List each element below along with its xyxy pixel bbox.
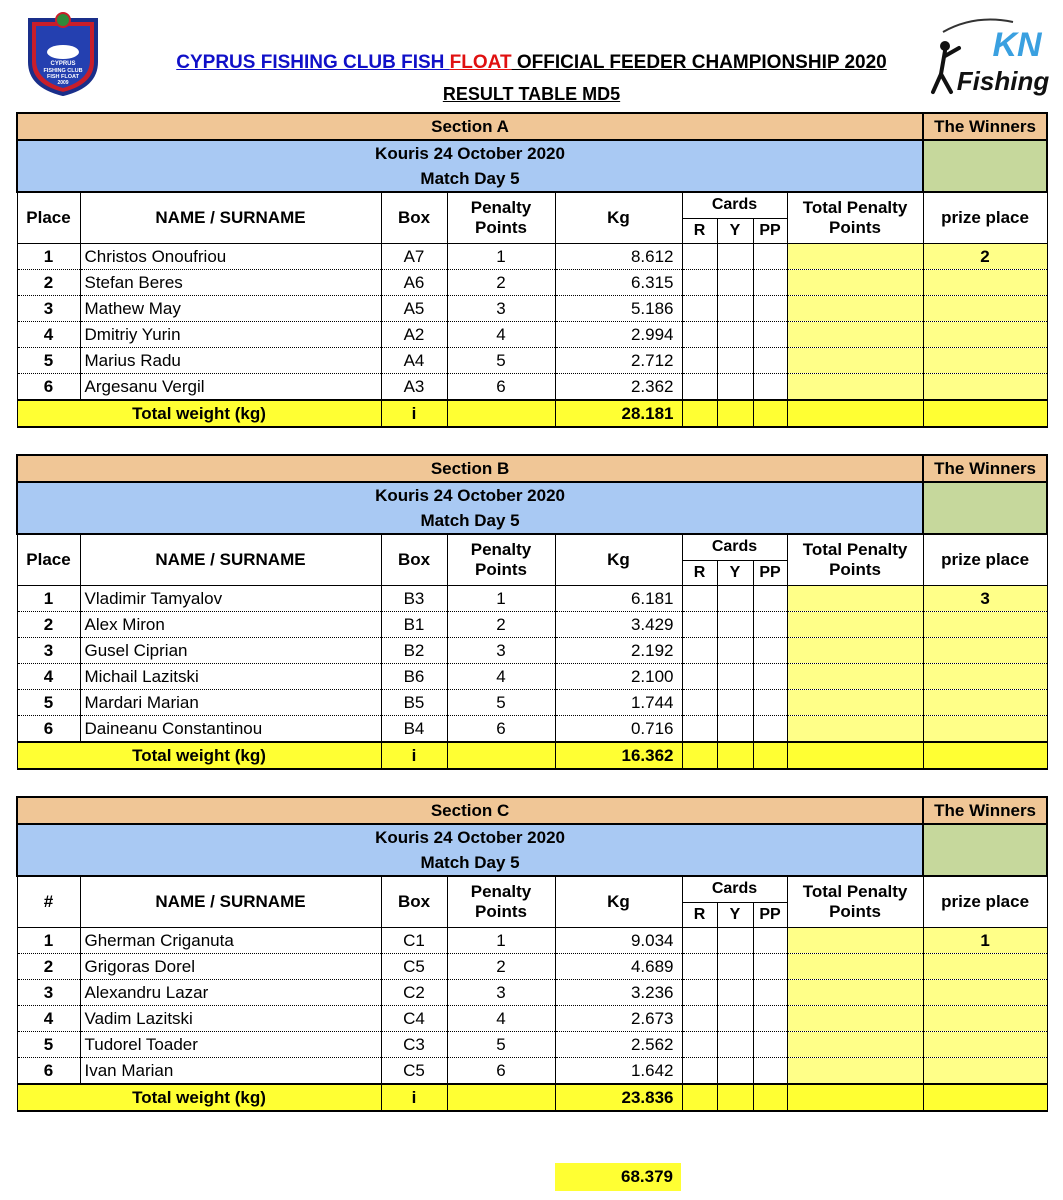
venue-info: Kouris 24 October 2020 Match Day 5 — [17, 140, 923, 192]
section-title: Section A — [17, 113, 923, 140]
table-row: 5 Tudorel Toader C3 5 2.562 — [17, 1032, 1047, 1058]
table-row: 4 Dmitriy Yurin A2 4 2.994 — [17, 322, 1047, 348]
col-y: Y — [717, 218, 753, 243]
winners-header: The Winners — [923, 113, 1047, 140]
col-total-penalty: Total Penalty Points — [787, 534, 923, 586]
col-penalty: Penalty Points — [447, 192, 555, 244]
col-y: Y — [717, 902, 753, 927]
svg-text:CYPRUS: CYPRUS — [50, 61, 76, 67]
venue-info: Kouris 24 October 2020 Match Day 5 — [17, 482, 923, 534]
svg-text:FISH FLOAT: FISH FLOAT — [47, 74, 79, 80]
table-row: 6 Argesanu Vergil A3 6 2.362 — [17, 374, 1047, 401]
table-row: 3 Gusel Ciprian B2 3 2.192 — [17, 638, 1047, 664]
col-kg: Kg — [555, 192, 682, 244]
winners-header: The Winners — [923, 797, 1047, 824]
col-r: R — [682, 218, 717, 243]
svg-text:KN: KN — [992, 26, 1042, 64]
col-penalty: Penalty Points — [447, 876, 555, 928]
col-place: Place — [17, 534, 80, 586]
table-row: 4 Michail Lazitski B6 4 2.100 — [17, 664, 1047, 690]
winners-fill — [923, 824, 1047, 876]
col-pp: PP — [753, 218, 787, 243]
table-row: 4 Vadim Lazitski C4 4 2.673 — [17, 1006, 1047, 1032]
table-row: 2 Stefan Beres A6 2 6.315 — [17, 270, 1047, 296]
section-title: Section B — [17, 455, 923, 482]
winners-fill — [923, 140, 1047, 192]
col-name: NAME / SURNAME — [80, 192, 381, 244]
svg-text:2009: 2009 — [57, 80, 69, 86]
col-name: NAME / SURNAME — [80, 876, 381, 928]
page-header — [0, 0, 1063, 110]
col-prize: prize place — [923, 534, 1047, 586]
col-place: Place — [17, 192, 80, 244]
total-row: Total weight (kg) i 16.362 — [17, 742, 1047, 769]
col-box: Box — [381, 876, 447, 928]
col-kg: Kg — [555, 534, 682, 586]
venue-info: Kouris 24 October 2020 Match Day 5 — [17, 824, 923, 876]
section-b — [16, 454, 1046, 770]
col-penalty: Penalty Points — [447, 534, 555, 586]
total-row: Total weight (kg) i 28.181 — [17, 400, 1047, 427]
col-prize: prize place — [923, 876, 1047, 928]
col-kg: Kg — [555, 876, 682, 928]
col-prize: prize place — [923, 192, 1047, 244]
col-cards: Cards — [682, 192, 787, 218]
col-cards: Cards — [682, 876, 787, 902]
table-row: 3 Alexandru Lazar C2 3 3.236 — [17, 980, 1047, 1006]
table-row: 3 Mathew May A5 3 5.186 — [17, 296, 1047, 322]
col-place: # — [17, 876, 80, 928]
section-a — [16, 112, 1046, 428]
winners-header: The Winners — [923, 455, 1047, 482]
col-total-penalty: Total Penalty Points — [787, 192, 923, 244]
col-r: R — [682, 560, 717, 585]
table-row: 6 Ivan Marian C5 6 1.642 — [17, 1058, 1047, 1085]
col-pp: PP — [753, 560, 787, 585]
col-y: Y — [717, 560, 753, 585]
table-row: 2 Alex Miron B1 2 3.429 — [17, 612, 1047, 638]
col-box: Box — [381, 534, 447, 586]
page-subtitle: RESULT TABLE MD5 — [442, 84, 621, 104]
col-box: Box — [381, 192, 447, 244]
page-title: CYPRUS FISHING CLUB FISH FLOAT OFFICIAL FEEDER CHAMPIONSHIP 2020 — [176, 52, 887, 73]
table-row: 5 Mardari Marian B5 5 1.744 — [17, 690, 1047, 716]
table-row: 1 Gherman Criganuta C1 1 9.034 1 — [17, 928, 1047, 954]
section-title: Section C — [17, 797, 923, 824]
table-row: 1 Christos Onoufriou A7 1 8.612 2 — [17, 244, 1047, 270]
table-row: 5 Marius Radu A4 5 2.712 — [17, 348, 1047, 374]
total-row: Total weight (kg) i 23.836 — [17, 1084, 1047, 1111]
col-name: NAME / SURNAME — [80, 534, 381, 586]
col-cards: Cards — [682, 534, 787, 560]
svg-text:FISHING CLUB: FISHING CLUB — [43, 68, 83, 74]
col-pp: PP — [753, 902, 787, 927]
col-total-penalty: Total Penalty Points — [787, 876, 923, 928]
grand-total: 68.379 — [555, 1163, 681, 1191]
col-r: R — [682, 902, 717, 927]
svg-text:Fishing: Fishing — [956, 66, 1050, 96]
table-row: 2 Grigoras Dorel C5 2 4.689 — [17, 954, 1047, 980]
kn-fishing-logo — [925, 12, 1050, 98]
table-row: 6 Daineanu Constantinou B4 6 0.716 — [17, 716, 1047, 743]
section-c — [16, 796, 1046, 1112]
winners-fill — [923, 482, 1047, 534]
table-row: 1 Vladimir Tamyalov B3 1 6.181 3 — [17, 586, 1047, 612]
